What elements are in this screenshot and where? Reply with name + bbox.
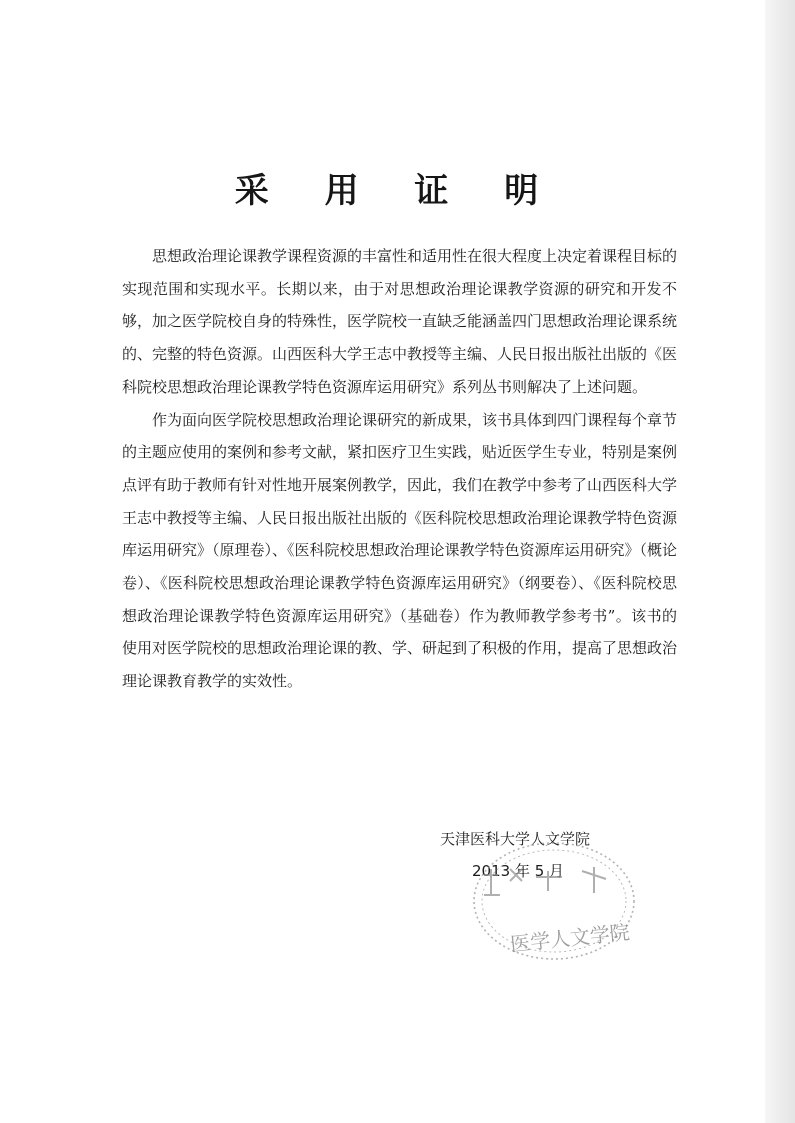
- official-seal-stamp: [462, 835, 642, 965]
- signature-date: 2013 年 5 月: [472, 862, 565, 880]
- signature-organization: 天津医科大学人文学院: [440, 830, 591, 848]
- document-body: [122, 240, 677, 698]
- paragraph-2: 作为面向医学院校思想政治理论课研究的新成果，该书具体到四门课程每个章节的主题应使用的案例和参考文献，紧扣医疗卫生实践，贴近医学生专业，特别是案例点评有助于教师有针对性地开展案例教学，因此，我们在教学中参考了山西医科大学王志中教授等主编、人民日报出版社出版的《医科院校思想政治理论课教学特色资源库运用研究》（原理卷）、《医科院校思想政治理论课教学特色资源库运用研究》（概论卷）、《医科院校思想政治理论课教学特色资源库运用研究》（纲要卷）、《医科院校思想政治理论课教学特色资源库运用研究》（基础卷）作为教师教学参考书”。该书的使用对医学院校的思想政治理论课的教、学、研起到了积极的作用，提高了思想政治理论课教育教学的实效性。: [122, 410, 678, 691]
- stamp-text: 医学人文学院: [509, 919, 631, 957]
- document-title: 采 用 证 明: [234, 170, 561, 211]
- paragraph-1: 思想政治理论课教学课程资源的丰富性和适用性在很大程度上决定着课程目标的实现范围和实现水平。长期以来，由于对思想政治理论课教学资源的研究和开发不够，加之医学院校自身的特殊性，医学院校一直缺乏能涵盖四门思想政治理论课系统的、完整的特色资源。山西医科大学王志中教授等主编、人民日报出版社出版的《医科院校思想政治理论课教学特色资源库运用研究》系列丛书则解决了上述问题。: [122, 247, 678, 396]
